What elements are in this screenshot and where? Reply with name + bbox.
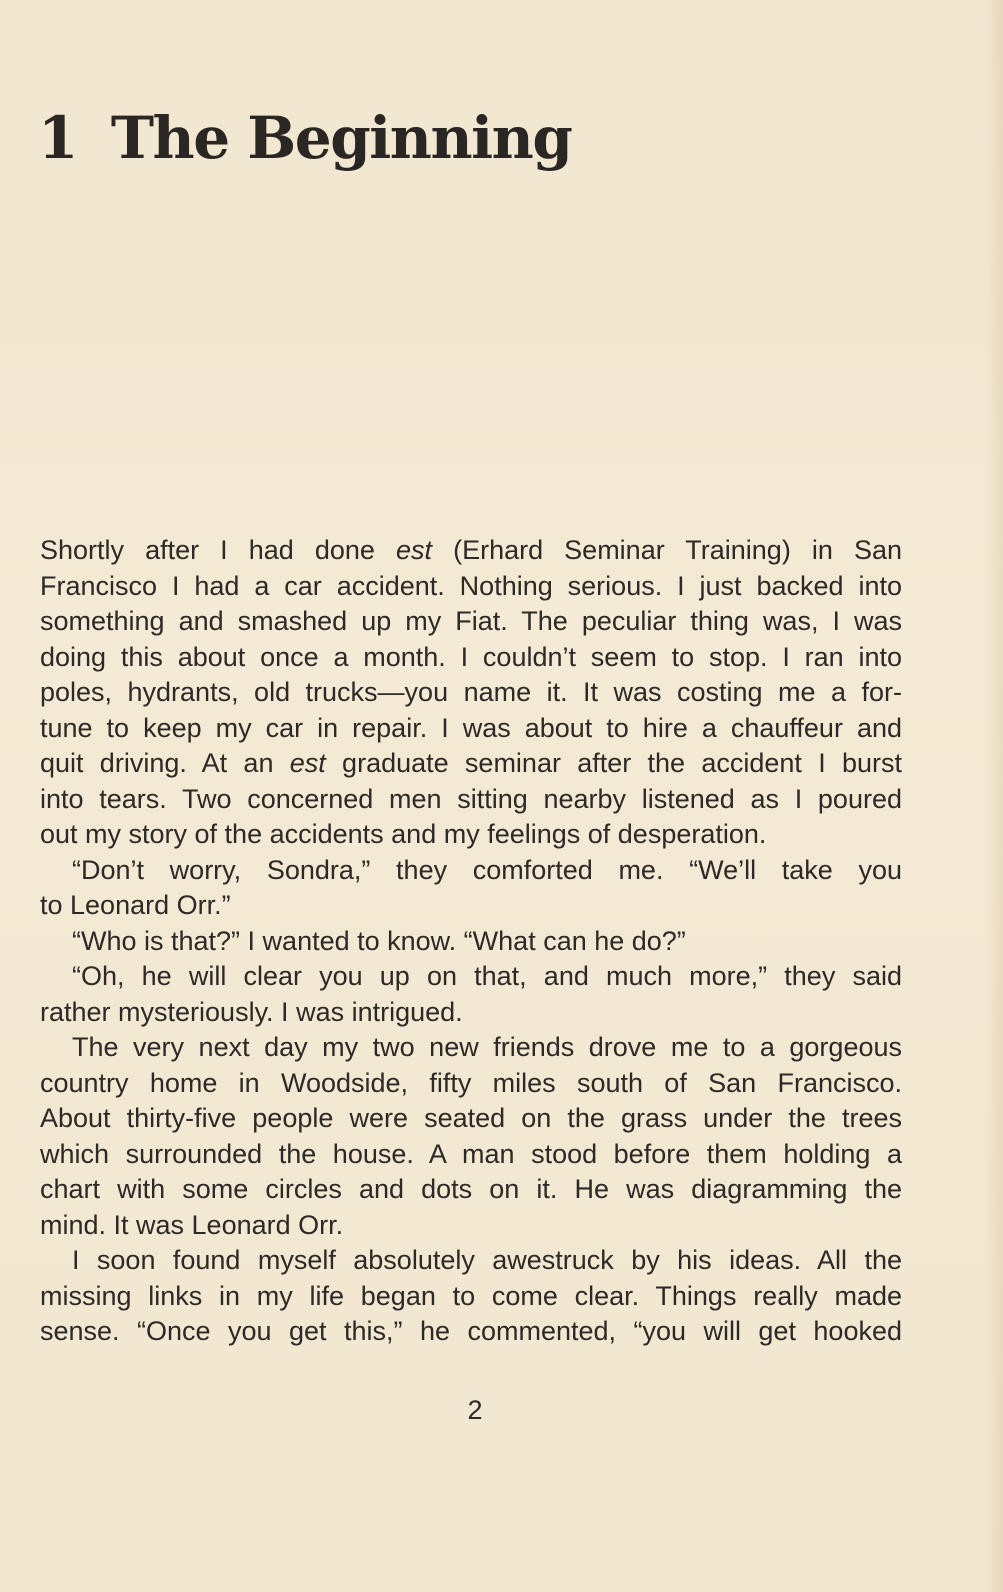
page-number: 2 (467, 1395, 483, 1425)
text-span: (Erhard Seminar Training) in San (432, 535, 902, 565)
text-line (40, 533, 902, 569)
text-line: mind. It was Leonard Orr. (40, 1209, 344, 1240)
text-line: The very next day my two new friends drove me to a gorgeous (72, 1032, 902, 1062)
text-line: “Who is that?” I wanted to know. “What can he do?” (72, 925, 686, 956)
chapter-heading (38, 104, 571, 172)
text-span: quit driving. At an (40, 748, 290, 778)
italic-text: est (395, 535, 433, 565)
text-line (40, 746, 902, 782)
text-line: Francisco I had a car accident. Nothing serious. I just backed into (40, 570, 902, 601)
text-line: to Leonard Orr.” (40, 890, 231, 920)
text-line: something and smashed up my Fiat. The peculiar thing was, I was (40, 606, 902, 636)
page-edge-shadow (985, 0, 1003, 1592)
italic-text: est (289, 748, 326, 778)
body-text (40, 533, 902, 1350)
text-line: which surrounded the house. A man stood before them holding a (40, 1138, 902, 1169)
text-line: tune to keep my car in repair. I was about to hire a chauffeur and (40, 712, 902, 743)
text-line: country home in Woodside, fifty miles south of San Francisco. (40, 1067, 902, 1098)
text-line: “Don’t worry, Sondra,” they comforted me. “We’ll take you (72, 854, 902, 885)
chapter-number: 1 (38, 104, 77, 172)
text-line: doing this about once a month. I couldn’t seem to stop. I ran into (40, 641, 902, 672)
text-line: poles, hydrants, old trucks—you name it. It was costing me a for- (40, 677, 902, 707)
text-line: rather mysteriously. I was intrigued. (40, 996, 463, 1027)
text-line: chart with some circles and dots on it. He was diagramming the (40, 1174, 902, 1204)
text-line: missing links in my life began to come clear. Things really made (40, 1280, 902, 1311)
text-line: “Oh, he will clear you up on that, and much more,” they said (72, 961, 902, 991)
text-line: About thirty-five people were seated on the grass under the trees (40, 1103, 902, 1133)
text-line: I soon found myself absolutely awestruck by his ideas. All the (72, 1245, 902, 1275)
text-span: graduate seminar after the accident I burst (325, 748, 902, 778)
text-span: Shortly after I had done (40, 535, 396, 565)
chapter-title: The Beginning (110, 104, 572, 172)
text-line: sense. “Once you get this,” he commented, “you will get hooked (40, 1316, 902, 1346)
text-line: out my story of the accidents and my feelings of desperation. (40, 819, 767, 849)
text-line: into tears. Two concerned men sitting nearby listened as I poured (40, 783, 902, 814)
